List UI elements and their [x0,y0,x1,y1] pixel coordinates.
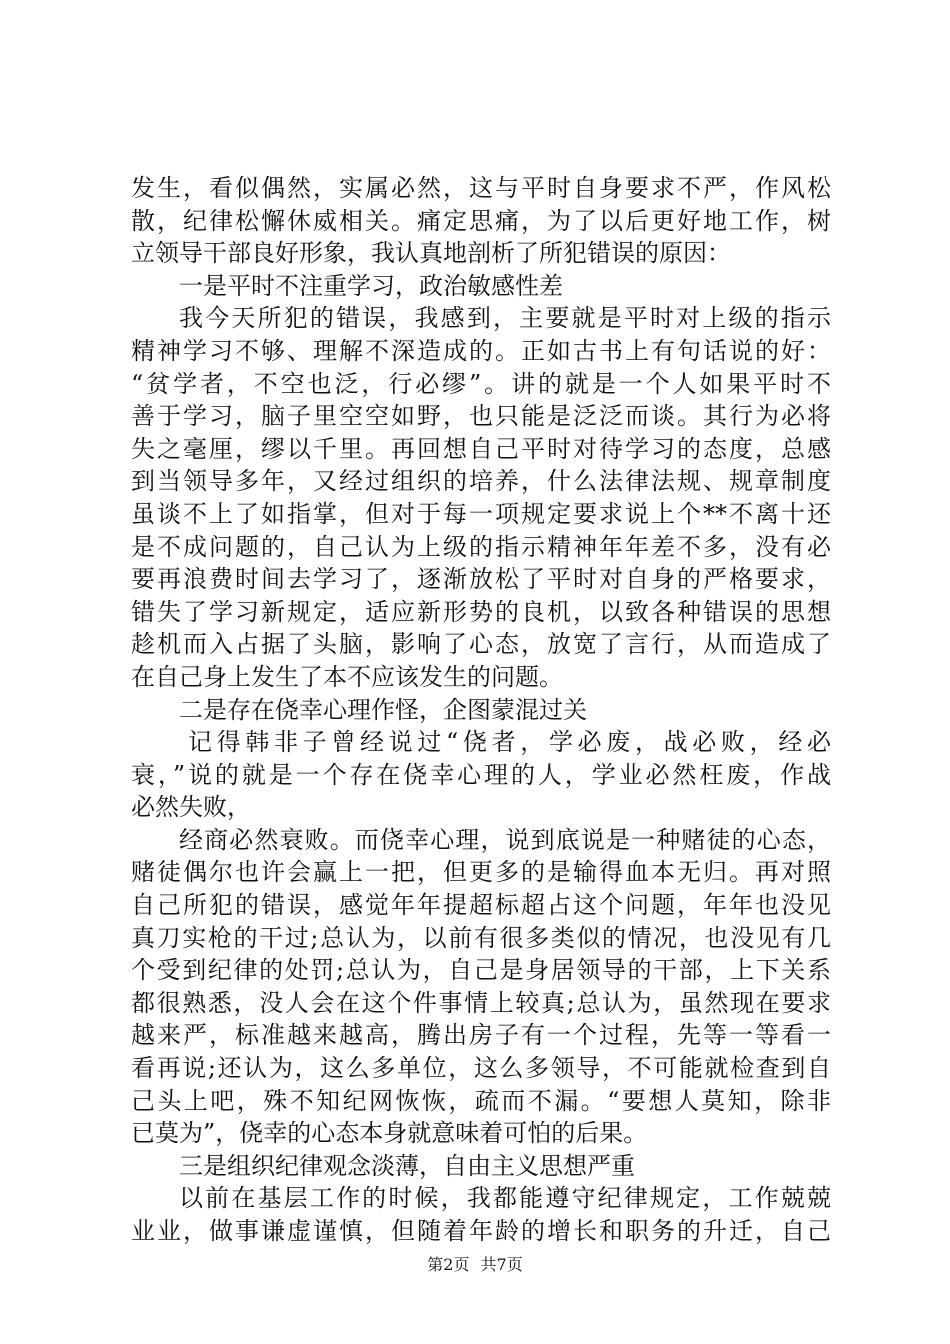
paragraph-line: 要再浪费时间去学习了，逐渐放松了平时对自身的严格要求， [131,565,831,594]
document-body [131,172,831,1248]
paragraph-line: 越来严，标准越来越高，腾出房子有一个过程，先等一等看一 [131,1021,831,1050]
paragraph-line: 自己所犯的错误，感觉年年提超标超占这个问题，年年也没见 [131,891,831,920]
paragraph-line: 趁机而入占据了头脑，影响了心态，放宽了言行，从而造成了 [131,630,831,659]
paragraph-line: 失之毫厘，缪以千里。再回想自己平时对待学习的态度，总感 [131,434,831,463]
paragraph-line: 经商必然衰败。而侥幸心理，说到底说是一种赌徒的心态， [179,825,831,854]
section-heading-2: 二是存在侥幸心理作怪，企图蒙混过关 [179,695,587,724]
section-heading-1: 一是平时不注重学习，政治敏感性差 [179,271,563,300]
page-footer [0,1252,950,1275]
section-heading-3: 三是组织纪律观念淡薄，自由主义思想严重 [179,1151,635,1180]
paragraph-line: 已莫为”，侥幸的心态本身就意味着可怕的后果。 [131,1119,648,1148]
paragraph-line: 必然失败， [131,793,251,822]
paragraph-line: 发生，看似偶然，实属必然，这与平时自身要求不严，作风松 [131,174,831,202]
paragraph-line: 错失了学习新规定，适应新形势的良机，以致各种错误的思想 [131,597,831,626]
paragraph-line: 虽谈不上了如指掌，但对于每一项规定要求说上个**不离十还 [131,499,831,528]
paragraph-line: “贫学者，不空也泛，行必缪”。讲的就是一个人如果平时不 [131,369,831,398]
paragraph-line: 真刀实枪的干过;总认为，以前有很多类似的情况，也没见有几 [131,923,831,952]
paragraph-line: 看再说;还认为，这么多单位，这么多领导，不可能就检查到自 [131,1054,831,1083]
paragraph-line: 记得韩非子曾经说过“侥者，学必废，战必败，经必 [188,728,831,757]
paragraph-line: 个受到纪律的处罚;总认为，自己是身居领导的干部，上下关系 [131,956,831,985]
paragraph-line: 业业，做事谦虚谨慎，但随着年龄的增长和职务的升迁，自己 [131,1217,831,1245]
paragraph-line: 在自己身上发生了本不应该发生的问题。 [131,662,563,691]
paragraph-line: 散，纪律松懈休威相关。痛定思痛，为了以后更好地工作，树 [131,206,831,235]
page-number: 第2页 [427,1255,470,1274]
paragraph-line: 以前在基层工作的时候，我都能遵守纪律规定，工作兢兢 [179,1184,831,1213]
paragraph-line: 到当领导多年，又经过组织的培养，什么法律法规、规章制度 [131,467,831,496]
paragraph-line: 精神学习不够、理解不深造成的。正如古书上有句话说的好： [131,336,831,365]
paragraph-line: 是不成问题的，自己认为上级的指示精神年年差不多，没有必 [131,532,831,561]
paragraph-line: 我今天所犯的错误，我感到，主要就是平时对上级的指示 [179,304,831,333]
page-total: 共7页 [480,1255,523,1274]
paragraph-line: 赌徒偶尔也许会赢上一把，但更多的是输得血本无归。再对照 [131,858,831,887]
paragraph-line: 都很熟悉，没人会在这个件事情上较真;总认为，虽然现在要求 [131,988,831,1017]
paragraph-line: 善于学习，脑子里空空如野，也只能是泛泛而谈。其行为必将 [131,402,831,431]
paragraph-line: 立领导干部良好形象，我认真地剖析了所犯错误的原因： [131,239,731,268]
paragraph-line: 衰，”说的就是一个存在侥幸心理的人，学业必然枉废，作战 [131,760,831,789]
paragraph-line: 己头上吧，殊不知纪网恢恢，疏而不漏。“要想人莫知，除非 [131,1086,831,1115]
